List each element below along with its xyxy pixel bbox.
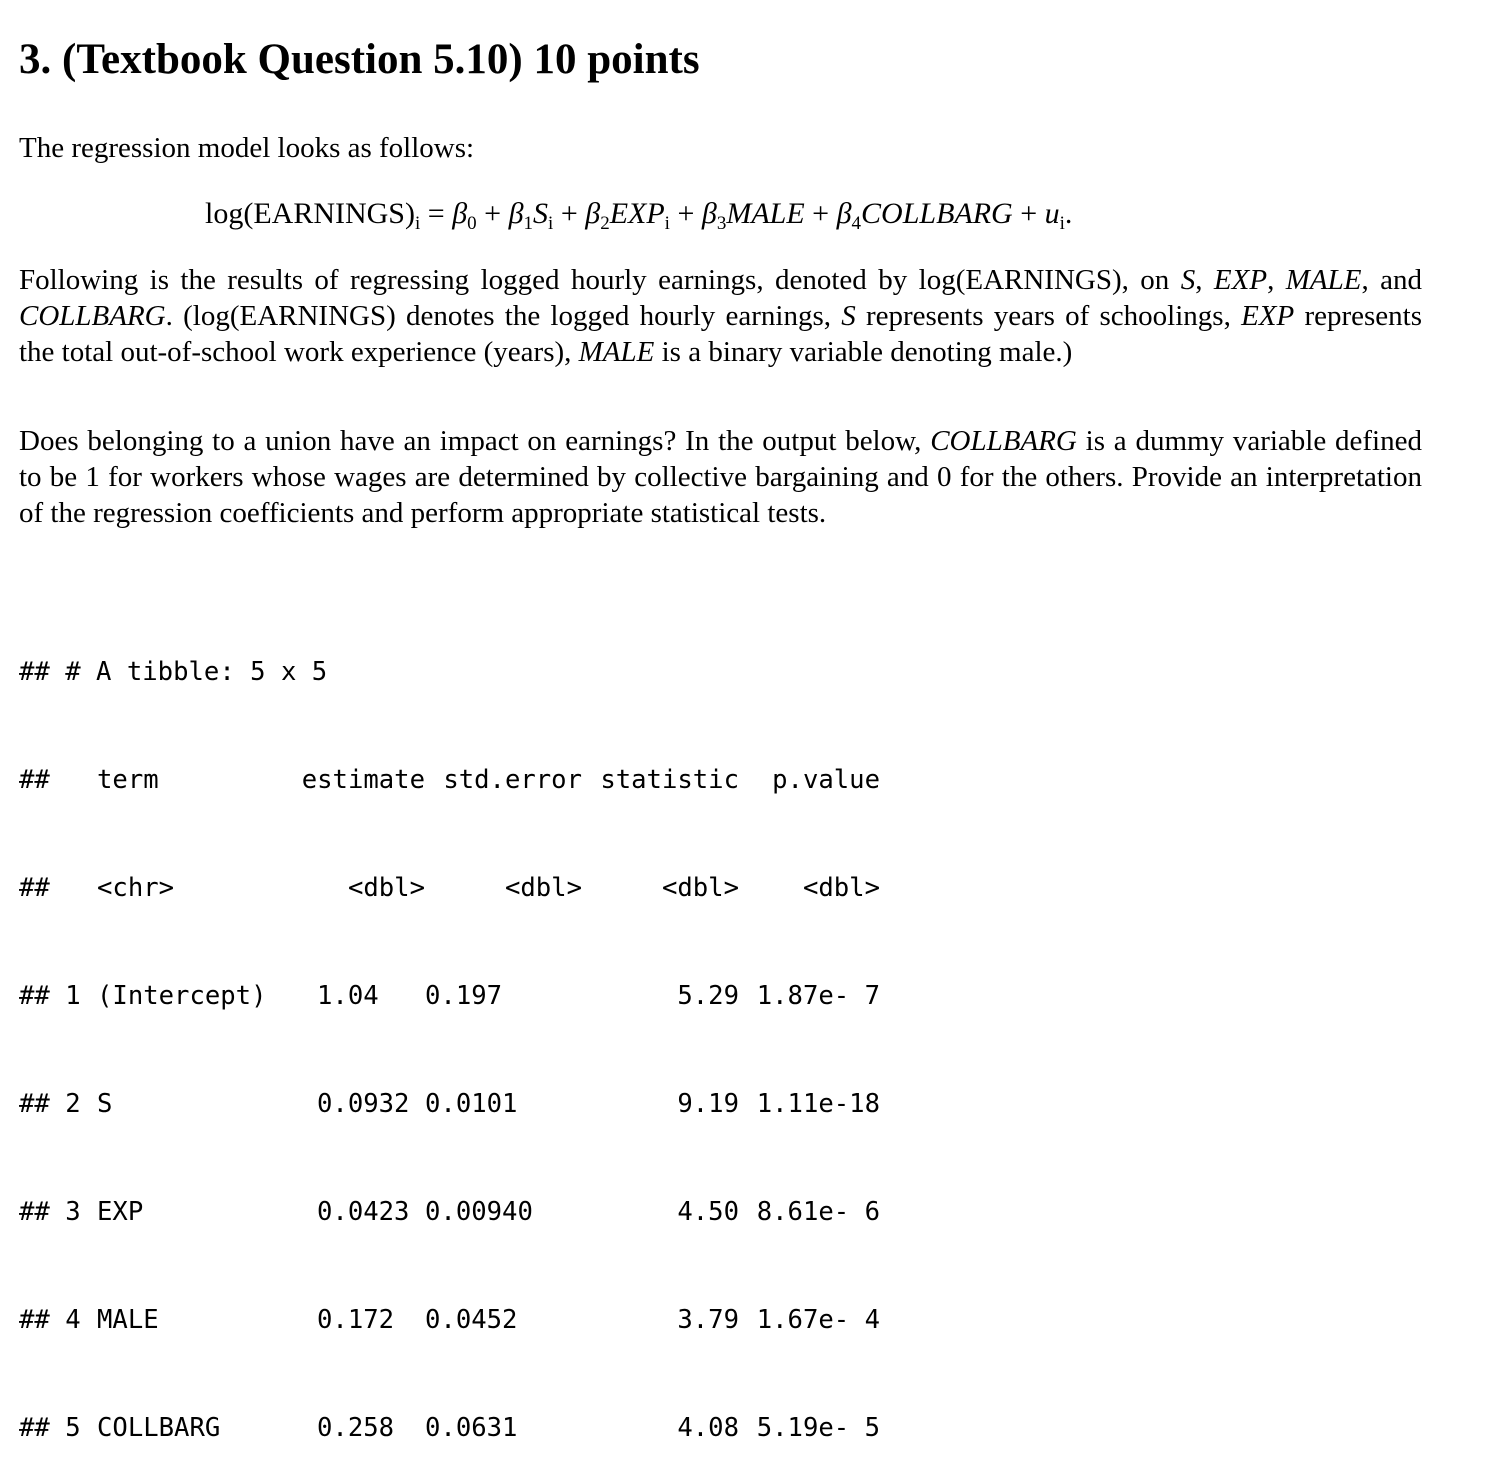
row-term: S xyxy=(97,1089,113,1119)
table-row xyxy=(19,1302,880,1338)
column-type-p-value: <dbl> xyxy=(802,873,880,903)
row-prefix: ## 1 xyxy=(19,981,97,1011)
eq-beta0-sub: 0 xyxy=(467,213,477,234)
column-header-line xyxy=(19,762,880,798)
row-p-value: 1.11e-18 xyxy=(756,1089,880,1119)
eq-exp-sub: i xyxy=(664,213,670,234)
row-statistic: 3.79 xyxy=(677,1305,739,1335)
row-prefix: ## 5 xyxy=(19,1413,97,1443)
column-type-line xyxy=(19,870,880,906)
row-statistic: 9.19 xyxy=(677,1089,739,1119)
column-type-statistic: <dbl> xyxy=(661,873,739,903)
row-prefix: ## 2 xyxy=(19,1089,97,1119)
question-var-collbarg: COLLBARG xyxy=(930,425,1077,457)
table-row xyxy=(19,1086,880,1122)
row-statistic: 4.08 xyxy=(677,1413,739,1443)
eq-s-sub: i xyxy=(548,213,554,234)
results-text-2: , xyxy=(1195,264,1214,296)
column-header-statistic: statistic xyxy=(600,765,739,795)
row-estimate: 0.0932 xyxy=(317,1089,410,1119)
question-paragraph xyxy=(19,423,1422,531)
column-header-p-value: p.value xyxy=(772,765,880,795)
column-header-estimate: estimate xyxy=(301,765,425,795)
row-term: MALE xyxy=(97,1305,159,1335)
line-prefix: ## xyxy=(19,765,81,795)
column-type-std-error: <dbl> xyxy=(504,873,582,903)
column-header-term: term xyxy=(97,765,159,795)
line-prefix: ## xyxy=(19,873,81,903)
row-std-error: 0.0452 xyxy=(425,1305,518,1335)
eq-u: u xyxy=(1044,197,1060,230)
row-estimate: 0.0423 xyxy=(317,1197,410,1227)
results-var-male: MALE xyxy=(1285,264,1362,296)
question-text-2: is a dummy variable defined to be 1 for workers whose wages are determined by collective bargaining and 0 for the others. Provide an interpretation of the regression coefficients and perform appropriate statistical tests. xyxy=(19,425,1422,529)
row-prefix: ## 3 xyxy=(19,1197,97,1227)
eq-u-sub: i xyxy=(1059,213,1065,234)
results-var-exp: EXP xyxy=(1213,264,1268,296)
results-var-s: S xyxy=(1180,264,1196,296)
r-output-block xyxy=(19,582,880,1482)
eq-beta3: β xyxy=(701,197,717,230)
column-header-std-error: std.error xyxy=(443,765,582,795)
table-row xyxy=(19,978,880,1014)
row-term: (Intercept) xyxy=(97,981,267,1011)
row-term: EXP xyxy=(97,1197,144,1227)
eq-beta2-sub: 2 xyxy=(600,213,610,234)
eq-lhs-sub: i xyxy=(415,213,421,234)
row-term: COLLBARG xyxy=(97,1413,221,1443)
results-text-7: represents the total out-of-school work experience (years), xyxy=(19,300,1422,368)
eq-male: MALE xyxy=(726,197,805,230)
eq-collbarg: COLLBARG xyxy=(861,197,1013,230)
results-text-8: is a binary variable denoting male.) xyxy=(654,336,1073,368)
eq-lhs: log(EARNINGS) xyxy=(205,197,415,230)
row-std-error: 0.197 xyxy=(425,981,503,1011)
row-std-error: 0.0631 xyxy=(425,1413,518,1443)
table-row xyxy=(19,1194,880,1230)
question-text-1: Does belonging to a union have an impact on earnings? In the output below, xyxy=(19,425,931,457)
row-statistic: 4.50 xyxy=(677,1197,739,1227)
eq-s: S xyxy=(533,197,549,230)
eq-beta3-sub: 3 xyxy=(716,213,727,234)
results-var-collbarg: COLLBARG xyxy=(19,300,166,332)
row-prefix: ## 4 xyxy=(19,1305,97,1335)
results-text-6: represents years of schoolings, xyxy=(855,300,1242,332)
row-std-error: 0.00940 xyxy=(425,1197,533,1227)
question-heading: 3. (Textbook Question 5.10) 10 points xyxy=(19,36,700,83)
results-var-male-2: MALE xyxy=(578,336,655,368)
results-text-1: Following is the results of regressing logged hourly earnings, denoted by log(EARNINGS), on xyxy=(19,264,1181,296)
results-paragraph xyxy=(19,262,1422,370)
row-statistic: 5.29 xyxy=(677,981,739,1011)
eq-beta0: β xyxy=(452,197,468,230)
results-var-exp-2: EXP xyxy=(1241,300,1295,332)
tibble-header-line: ## # A tibble: 5 x 5 xyxy=(19,657,328,687)
results-text-3: , xyxy=(1267,264,1286,296)
eq-beta4: β xyxy=(836,197,852,230)
column-type-term: <chr> xyxy=(97,873,175,903)
row-estimate: 1.04 xyxy=(317,981,379,1011)
row-std-error: 0.0101 xyxy=(425,1089,518,1119)
row-p-value: 5.19e- 5 xyxy=(756,1413,880,1443)
results-text-5: . (log(EARNINGS) denotes the logged hourly earnings, xyxy=(165,300,842,332)
intro-text: The regression model looks as follows: xyxy=(19,132,475,164)
row-estimate: 0.172 xyxy=(317,1305,395,1335)
row-p-value: 1.67e- 4 xyxy=(756,1305,880,1335)
eq-beta4-sub: 4 xyxy=(851,213,862,234)
row-estimate: 0.258 xyxy=(317,1413,395,1443)
column-type-estimate: <dbl> xyxy=(347,873,425,903)
results-var-s-2: S xyxy=(841,300,856,332)
eq-beta1: β xyxy=(508,197,524,230)
eq-exp: EXP xyxy=(609,197,665,230)
table-row xyxy=(19,1410,880,1446)
results-text-4: , and xyxy=(1361,264,1422,296)
eq-beta1-sub: 1 xyxy=(523,213,534,234)
row-p-value: 1.87e- 7 xyxy=(756,981,880,1011)
eq-beta2: β xyxy=(585,197,601,230)
row-p-value: 8.61e- 6 xyxy=(756,1197,880,1227)
regression-equation: $\log(EARNINGS)_i = \beta_0 + \beta_1S_i + \beta_2EXP_i$ + $\beta_3MALE$ + $\beta_4COLLBARG + u_i$. xyxy=(205,197,1073,234)
